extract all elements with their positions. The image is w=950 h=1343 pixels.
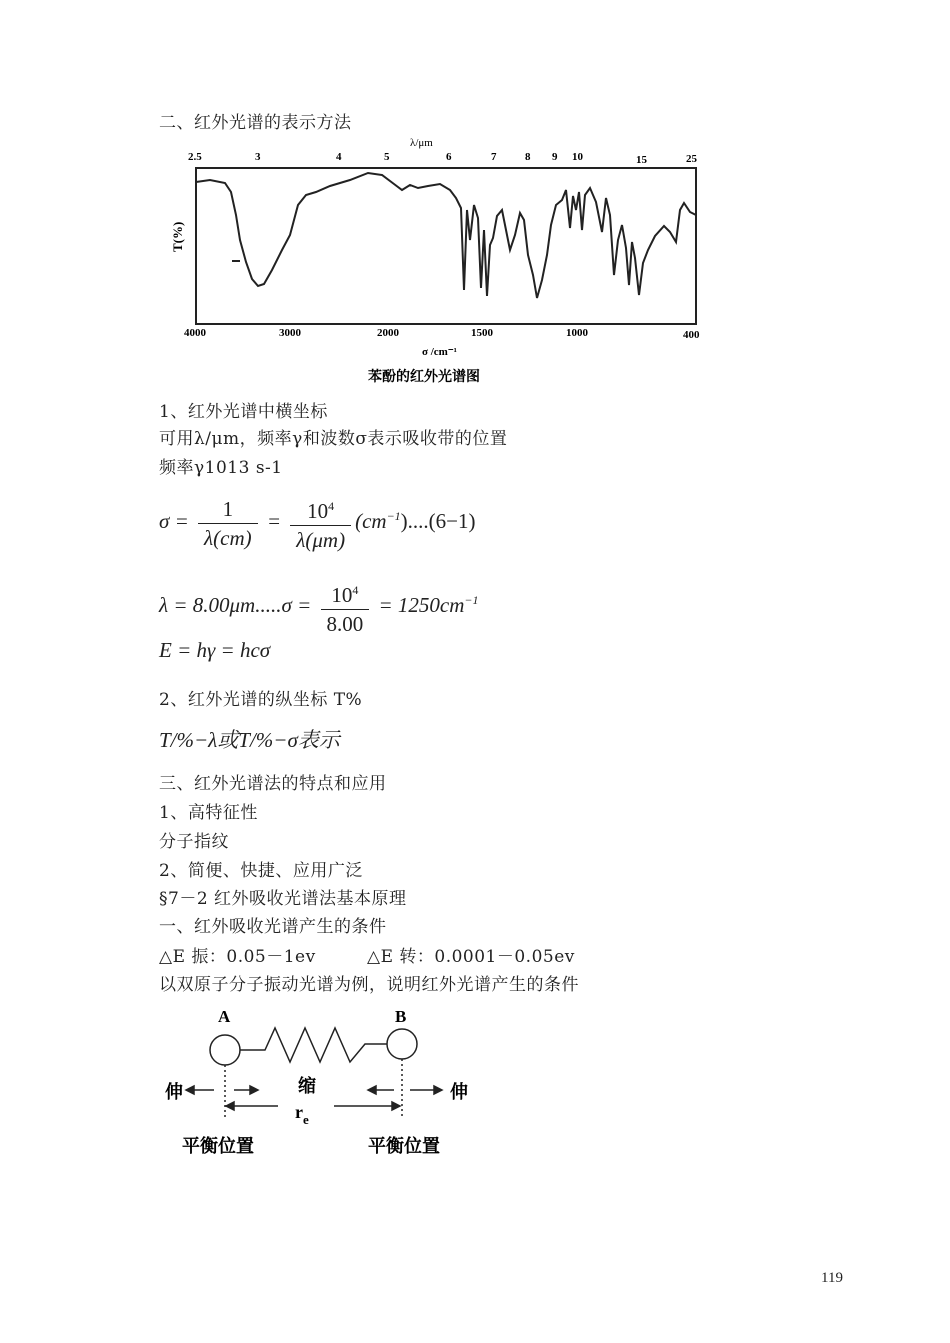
text-line: △E 转：0.0001－0.05ev [367, 947, 575, 967]
spring [240, 1028, 387, 1062]
atom-a-label: A [218, 1007, 231, 1026]
lambda-tick: 3 [255, 151, 261, 163]
sigma-tick: 1500 [471, 327, 493, 339]
text-line: 频率γ1013 s-1 [159, 458, 283, 478]
text-line: △E 振：0.05－1ev [159, 947, 316, 967]
atom-a [210, 1035, 240, 1065]
equation-wavenumber-example: λ = 8.00μm.....σ = $\frac{10^4}{8.00}$ = $1250cm^{-1}$ [159, 576, 479, 638]
text-line: 三、红外光谱法的特点和应用 [159, 774, 387, 794]
y-axis-label: T(%) [170, 221, 185, 252]
text-line: 1、红外光谱中横坐标 [159, 402, 328, 422]
stretch-left-label: 伸 [165, 1082, 183, 1102]
compress-label: 缩 [298, 1076, 316, 1096]
lambda-tick: 9 [552, 151, 558, 163]
text-line: 可用λ/μm，频率γ和波数σ表示吸收带的位置 [159, 429, 508, 449]
text-line: 1、高特征性 [159, 803, 258, 823]
text-line: 以双原子分子振动光谱为例，说明红外光谱产生的条件 [159, 975, 579, 995]
lambda-axis-label: λ/μm [410, 137, 433, 149]
equilibrium-position-left: 平衡位置 [182, 1136, 254, 1156]
text-line: §7－2 红外吸收光谱法基本原理 [159, 889, 407, 909]
text-line: 2、红外光谱的纵坐标 T% [159, 690, 363, 710]
lambda-tick: 10 [572, 151, 583, 163]
diatomic-vibration-diagram [0, 1000, 950, 1200]
atom-b [387, 1029, 417, 1059]
figure-caption: 苯酚的红外光谱图 [368, 370, 480, 385]
spectrum-trace [196, 173, 696, 298]
equation-wavenumber-definition: σ = $\frac{1}{\lambda(cm)}$ = $\frac{10^4}{\lambda(\mu m)}$ $(cm^{-1})....(6-1)$ [159, 492, 476, 554]
text-line: 2、简便、快捷、应用广泛 [159, 861, 363, 881]
equilibrium-distance-label: $r_e$ [295, 1102, 309, 1127]
sigma-tick: 1000 [566, 327, 588, 339]
stretch-right-label: 伸 [450, 1082, 468, 1102]
lambda-tick: 15 [636, 154, 647, 166]
lambda-tick: 8 [525, 151, 531, 163]
lambda-tick: 25 [686, 153, 697, 165]
lambda-tick: 2.5 [188, 151, 202, 163]
sigma-tick: 4000 [184, 327, 206, 339]
lambda-tick: 4 [336, 151, 342, 163]
text-line: 分子指纹 [159, 832, 229, 852]
lambda-tick: 5 [384, 151, 390, 163]
x-axis-label: σ /cm⁻¹ [422, 346, 457, 358]
equilibrium-position-right: 平衡位置 [368, 1136, 440, 1156]
sigma-tick: 3000 [279, 327, 301, 339]
sigma-tick: 400 [683, 329, 700, 341]
equation-transmittance: T/%−λ或T/%−σ表示 [159, 728, 340, 752]
section-heading-representation: 二、红外光谱的表示方法 [159, 113, 352, 133]
text-line: 一、红外吸收光谱产生的条件 [159, 917, 387, 937]
ir-spectrum-figure [0, 0, 950, 390]
sigma-tick: 2000 [377, 327, 399, 339]
page-number: 119 [821, 1270, 843, 1286]
lambda-tick: 7 [491, 151, 497, 163]
lambda-tick: 6 [446, 151, 452, 163]
plot-frame [196, 168, 696, 324]
equation-energy: E = hγ = hcσ [159, 638, 271, 662]
atom-b-label: B [395, 1007, 407, 1026]
